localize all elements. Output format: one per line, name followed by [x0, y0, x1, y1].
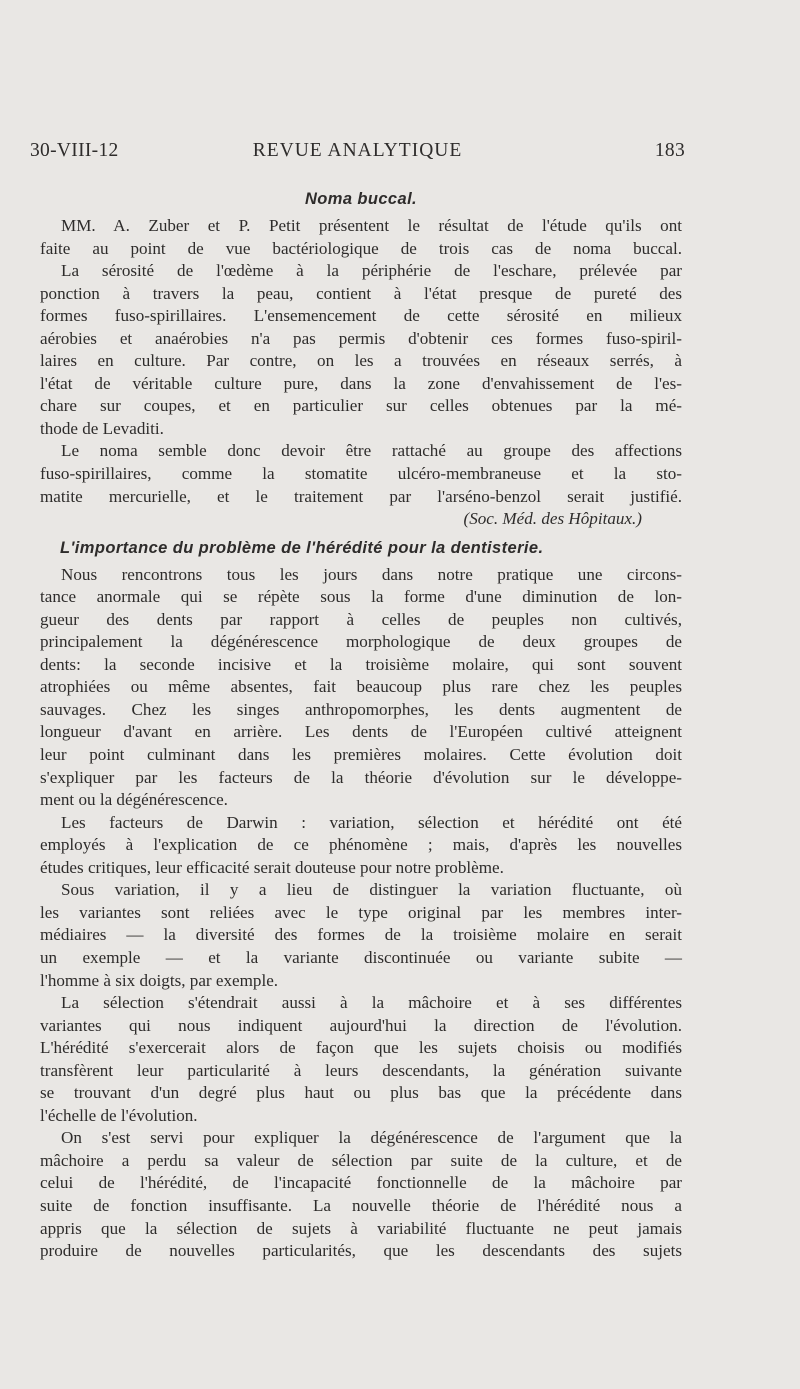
text-line: La sérosité de l'œdème à la périphérie de l'eschare, prélevée par	[61, 261, 682, 281]
section-title-heredity: L'importance du problème de l'hérédité pour la dentisterie.	[60, 538, 544, 557]
text-line: atrophiées ou même absentes, fait beaucoup plus rare chez les peuples	[40, 677, 682, 697]
text-line: fuso-spirillaires, comme la stomatite ulcéro-membraneuse et la sto-	[40, 464, 682, 484]
text-line: longueur d'avant en arrière. Les dents de l'Européen cultivé atteignent	[40, 722, 682, 742]
text-line: études critiques, leur efficacité serait douteuse pour notre problème.	[40, 857, 504, 877]
text-line: tance anormale qui se répète sous la forme d'une diminution de lon-	[40, 587, 682, 607]
header-journal-title: REVUE ANALYTIQUE	[252, 140, 463, 161]
text-line: ponction à travers la peau, contient à l'état presque de pureté des	[40, 283, 682, 303]
section-heredity-text	[40, 564, 682, 1263]
text-line: On s'est servi pour expliquer la dégénérescence de l'argument que la	[61, 1128, 682, 1148]
text-line: leur point culminant dans les premières molaires. Cette évolution doit	[40, 745, 682, 765]
text-line: laires en culture. Par contre, on les a trouvées en réseaux serrés, à	[40, 351, 682, 371]
text-line: ment ou la dégénérescence.	[40, 790, 228, 810]
text-line: La sélection s'étendrait aussi à la mâchoire et à ses différentes	[61, 993, 682, 1013]
section-noma-text	[40, 215, 682, 531]
text-line: produire de nouvelles particularités, que les descendants des sujets	[40, 1241, 682, 1261]
text-line: faite au point de vue bactériologique de trois cas de noma buccal.	[40, 238, 682, 258]
text-line: celui de l'hérédité, de l'incapacité fonctionnelle de la mâchoire par	[40, 1173, 682, 1193]
text-line: MM. A. Zuber et P. Petit présentent le résultat de l'étude qu'ils ont	[61, 216, 682, 235]
text-line: aérobies et anaérobies n'a pas permis d'obtenir ces formes fuso-spiril-	[40, 328, 682, 348]
text-line: appris que la sélection de sujets à variabilité fluctuante ne peut jamais	[40, 1218, 682, 1238]
text-line: principalement la dégénérescence morphologique de deux groupes de	[40, 632, 682, 652]
text-line: variantes qui nous indiquent aujourd'hui la direction de l'évolution.	[40, 1015, 682, 1035]
text-line: l'état de véritable culture pure, dans la zone d'envahissement de l'es-	[40, 373, 682, 393]
text-line: transfèrent leur particularité à leurs descendants, la génération suivante	[40, 1060, 682, 1080]
text-line: l'échelle de l'évolution.	[40, 1105, 198, 1125]
text-line: mâchoire a perdu sa valeur de sélection par suite de la culture, et de	[40, 1150, 682, 1170]
text-line: s'expliquer par les facteurs de la théorie d'évolution sur le développe-	[40, 767, 682, 787]
text-line: les variantes sont reliées avec le type original par les membres inter-	[40, 902, 682, 922]
text-line: Nous rencontrons tous les jours dans notre pratique une circons-	[61, 564, 682, 584]
text-line: Les facteurs de Darwin : variation, sélection et hérédité ont été	[61, 812, 682, 832]
text-line: dents: la seconde incisive et la troisième molaire, qui sont souvent	[40, 654, 682, 674]
text-line: sauvages. Chez les singes anthropomorphes, les dents augmentent de	[40, 699, 682, 719]
article-body	[40, 188, 682, 1263]
header-date: 30-VIII-12	[30, 140, 119, 161]
text-line: se trouvant d'un degré plus haut ou plus bas que la précédente dans	[40, 1083, 682, 1103]
text-line: suite de fonction insuffisante. La nouvelle théorie de l'hérédité nous a	[40, 1195, 682, 1215]
source-citation: (Soc. Méd. des Hôpitaux.)	[463, 509, 642, 529]
text-line: gueur des dents par rapport à celles de peuples non cultivés,	[40, 609, 682, 629]
text-line: médiaires — la diversité des formes de la troisième molaire en serait	[40, 925, 682, 945]
text-line: thode de Levaditi.	[40, 418, 164, 438]
text-line: chare sur coupes, et en particulier sur celles obtenues par la mé-	[40, 396, 682, 416]
text-line: un exemple — et la variante discontinuée ou variante subite —	[40, 947, 682, 967]
text-line: employés à l'explication de ce phénomène ; mais, d'après les nouvelles	[40, 835, 682, 855]
text-line: L'hérédité s'exercerait alors de façon que les sujets choisis ou modifiés	[40, 1038, 682, 1058]
text-line: formes fuso-spirillaires. L'ensemencement de cette sérosité en milieux	[40, 306, 682, 326]
page-number: 183	[654, 140, 685, 161]
text-line: Sous variation, il y a lieu de distinguer la variation fluctuante, où	[61, 880, 682, 900]
text-line: matite mercurielle, et le traitement par l'arséno-benzol serait justifié.	[40, 486, 682, 506]
text-line: l'homme à six doigts, par exemple.	[40, 970, 279, 990]
text-line: Le noma semble donc devoir être rattaché au groupe des affections	[61, 441, 682, 461]
running-header	[30, 140, 685, 170]
section-title-noma: Noma buccal.	[304, 190, 418, 208]
